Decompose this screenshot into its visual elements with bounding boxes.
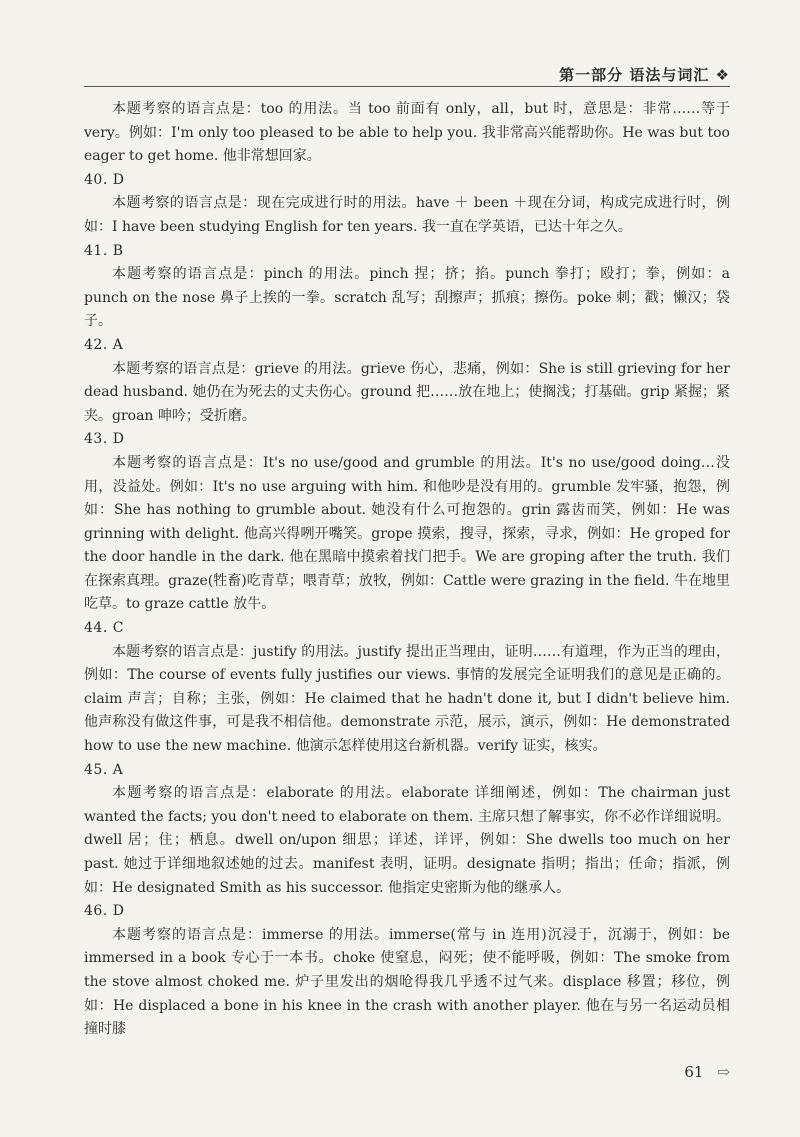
running-header (84, 64, 730, 87)
page-body (84, 98, 730, 1042)
answer-label: 40. D (84, 171, 125, 188)
explanation-paragraph: 本题考察的语言点是：现在完成进行时的用法。have ＋ been ＋现在分词，构成完成进行时，例如：I have been studying English for ten years. 我一直在学英语，已达十年之久。 (84, 195, 730, 235)
explanation-paragraph: 本题考察的语言点是：pinch 的用法。pinch 捏；挤；掐。punch 拳打；殴打；拳，例如：a punch on the nose 鼻子上挨的一拳。scratch 乱写；刮擦声；抓痕；擦伤。poke 刺；戳；懒汉；袋子。 (84, 266, 730, 330)
explanation-paragraph: 本题考察的语言点是：It's no use/good and grumble 的用法。It's no use/good doing…没用，没益处。例如：It's no use arguing with him. 和他吵是没有用的。grumble 发牢骚，抱怨，例如：She has nothing to grumble about. 她没有什么可抱怨的。grin 露齿而笑，例如：He was grinning with delight. 他高兴得咧开嘴笑。grope 摸索，搜寻，探索，寻求，例如：He groped for the door handle in the dark. 他在黑暗中摸索着找门把手。We are groping after the truth. 我们在探索真理。graze(牲畜)吃青草；喂青草；放牧，例如：Cattle were grazing in the field. 牛在地里吃草。to graze cattle 放牛。 (84, 454, 730, 613)
answer-label: 41. B (84, 242, 124, 259)
section-title: 第一部分 语法与词汇 ❖ (559, 66, 730, 84)
answer-label: 43. D (84, 431, 125, 448)
explanation-paragraph: 本题考察的语言点是：grieve 的用法。grieve 伤心，悲痛，例如：She is still grieving for her dead husband. 她仍在为死去的丈夫伤心。ground 把……放在地上；使搁浅；打基础。grip 紧握；紧夹。groan 呻吟；受折磨。 (84, 360, 730, 424)
answer-label: 42. A (84, 336, 124, 353)
explanation-paragraph: 本题考察的语言点是：elaborate 的用法。elaborate 详细阐述，例如：The chairman just wanted the facts; you don't need to elaborate on them. 主席只想了解事实，你不必作详细说明。dwell 居；住；栖息。dwell on/upon 细思；详述，详评，例如：She dwells too much on her past. 她过于详细地叙述她的过去。manifest 表明，证明。designate 指明；指出；任命；指派，例如：He designated Smith as his successor. 他指定史密斯为他的继承人。 (84, 785, 730, 896)
next-page-arrow-icon: ⇨ (717, 1063, 730, 1081)
page-footer (684, 1063, 730, 1081)
page-number: 61 (684, 1063, 704, 1081)
answer-label: 44. C (84, 620, 124, 637)
explanation-paragraph: 本题考察的语言点是：too 的用法。当 too 前面有 only，all，but 时，意思是：非常……等于 very。例如：I'm only too pleased to be able to help you. 我非常高兴能帮助你。He was but too eager to get home. 他非常想回家。 (84, 101, 730, 165)
answer-label: 45. A (84, 761, 124, 778)
explanation-paragraph: 本题考察的语言点是：immerse 的用法。immerse(常与 in 连用)沉浸于，沉溺于，例如：be immersed in a book 专心于一本书。choke 使窒息，闷死；使不能呼吸，例如：The smoke from the stove almost choked me. 炉子里发出的烟呛得我几乎透不过气来。displace 移置；移位，例如：He displaced a bone in his knee in the crash with another player. 他在与另一名运动员相撞时膝 (84, 926, 730, 1038)
answer-label: 46. D (84, 903, 125, 920)
explanation-paragraph: 本题考察的语言点是：justify 的用法。justify 提出正当理由，证明……有道理，作为正当的理由，例如：The course of events fully justifies our views. 事情的发展完全证明我们的意见是正确的。claim 声言；自称；主张，例如：He claimed that he hadn't done it, but I didn't believe him. 他声称没有做这件事，可是我不相信他。demonstrate 示范，展示，演示，例如：He demonstrated how to use the new machine. 他演示怎样使用这台新机器。verify 证实，核实。 (84, 643, 730, 755)
